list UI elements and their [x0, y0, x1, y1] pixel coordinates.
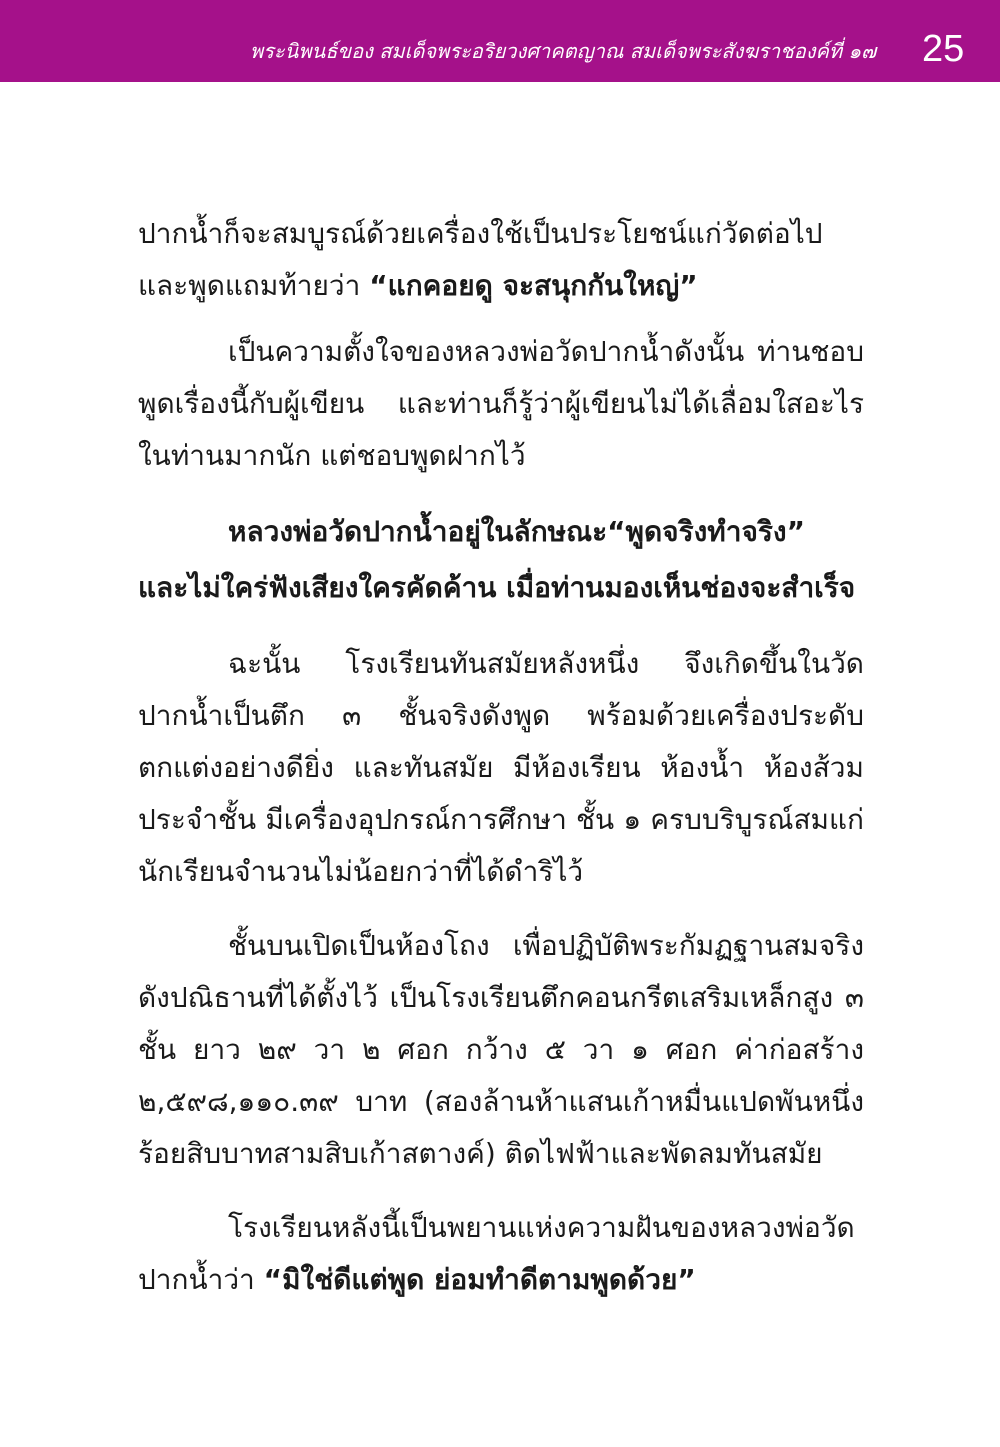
paragraph-text: ปากน้ำก็จะสมบูรณ์ด้วยเครื่องใช้เป็นประโยชน์แก่วัดต่อไป และพูดแถมท้ายว่า	[138, 217, 823, 302]
running-header-title: พระนิพนธ์ของ สมเด็จพระอริยวงศาคตญาณ สมเด็จพระสังฆราชองค์ที่ ๑๗	[250, 39, 877, 63]
paragraph-text: ชั้นบนเปิดเป็นห้องโถง เพื่อปฏิบัติพระกัมฏฐานสมจริงดังปณิธานที่ได้ตั้งไว้ เป็นโรงเรียนตึกคอนกรีตเสริมเหล็กสูง ๓ ชั้น ยาว ๒๙ วา ๒ ศอก กว้าง ๕ วา ๑ ศอก ค่าก่อสร้าง ๒,๕๙๘,๑๑๐.๓๙ บาท (สองล้านห้าแสนเก้าหมื่นแปดพันหนึ่งร้อยสิบบาทสามสิบเก้าสตางค์) ติดไฟฟ้าและพัดลมทันสมัย	[138, 929, 864, 1170]
page-body	[138, 208, 864, 1306]
highlight-statement	[138, 504, 864, 616]
paragraph-5	[138, 920, 864, 1180]
paragraph-text: โรงเรียนหลังนี้เป็นพยานแห่งความฝันของหลวงพ่อวัดปากน้ำว่า	[138, 1211, 855, 1296]
highlight-line-2: และไม่ใคร่ฟังเสียงใครคัดค้าน เมื่อท่านมองเห็นช่องจะสำเร็จ	[138, 571, 856, 604]
paragraph-4	[138, 638, 864, 898]
page-number: 25	[922, 28, 965, 70]
paragraph-text: เป็นความตั้งใจของหลวงพ่อวัดปากน้ำดังนั้น ท่านชอบพูดเรื่องนี้กับผู้เขียน และท่านก็รู้ว่าผู้เขียนไม่ได้เลื่อมใสอะไรในท่านมากนัก แต่ชอบพูดฝากไว้	[138, 335, 864, 472]
paragraph-2	[138, 326, 864, 482]
highlight-line-1: หลวงพ่อวัดปากน้ำอยู่ในลักษณะ“พูดจริงทำจริง”	[228, 515, 805, 548]
bold-quote: “แกคอยดู จะสนุกกันใหญ่”	[369, 269, 698, 302]
bold-quote: “มิใช่ดีแต่พูด ย่อมทำดีตามพูดด้วย”	[263, 1263, 696, 1296]
paragraph-text: ฉะนั้น โรงเรียนทันสมัยหลังหนึ่ง จึงเกิดขึ้นในวัดปากน้ำเป็นตึก ๓ ชั้นจริงดังพูด พร้อมด้วยเครื่องประดับตกแต่งอย่างดียิ่ง และทันสมัย มีห้องเรียน ห้องน้ำ ห้องส้วมประจำชั้น มีเครื่องอุปกรณ์การศึกษา ชั้น ๑ ครบบริบูรณ์สมแก่นักเรียนจำนวนไม่น้อยกว่าที่ได้ดำริไว้	[138, 647, 864, 888]
paragraph-1	[138, 208, 864, 312]
paragraph-6	[138, 1202, 864, 1306]
